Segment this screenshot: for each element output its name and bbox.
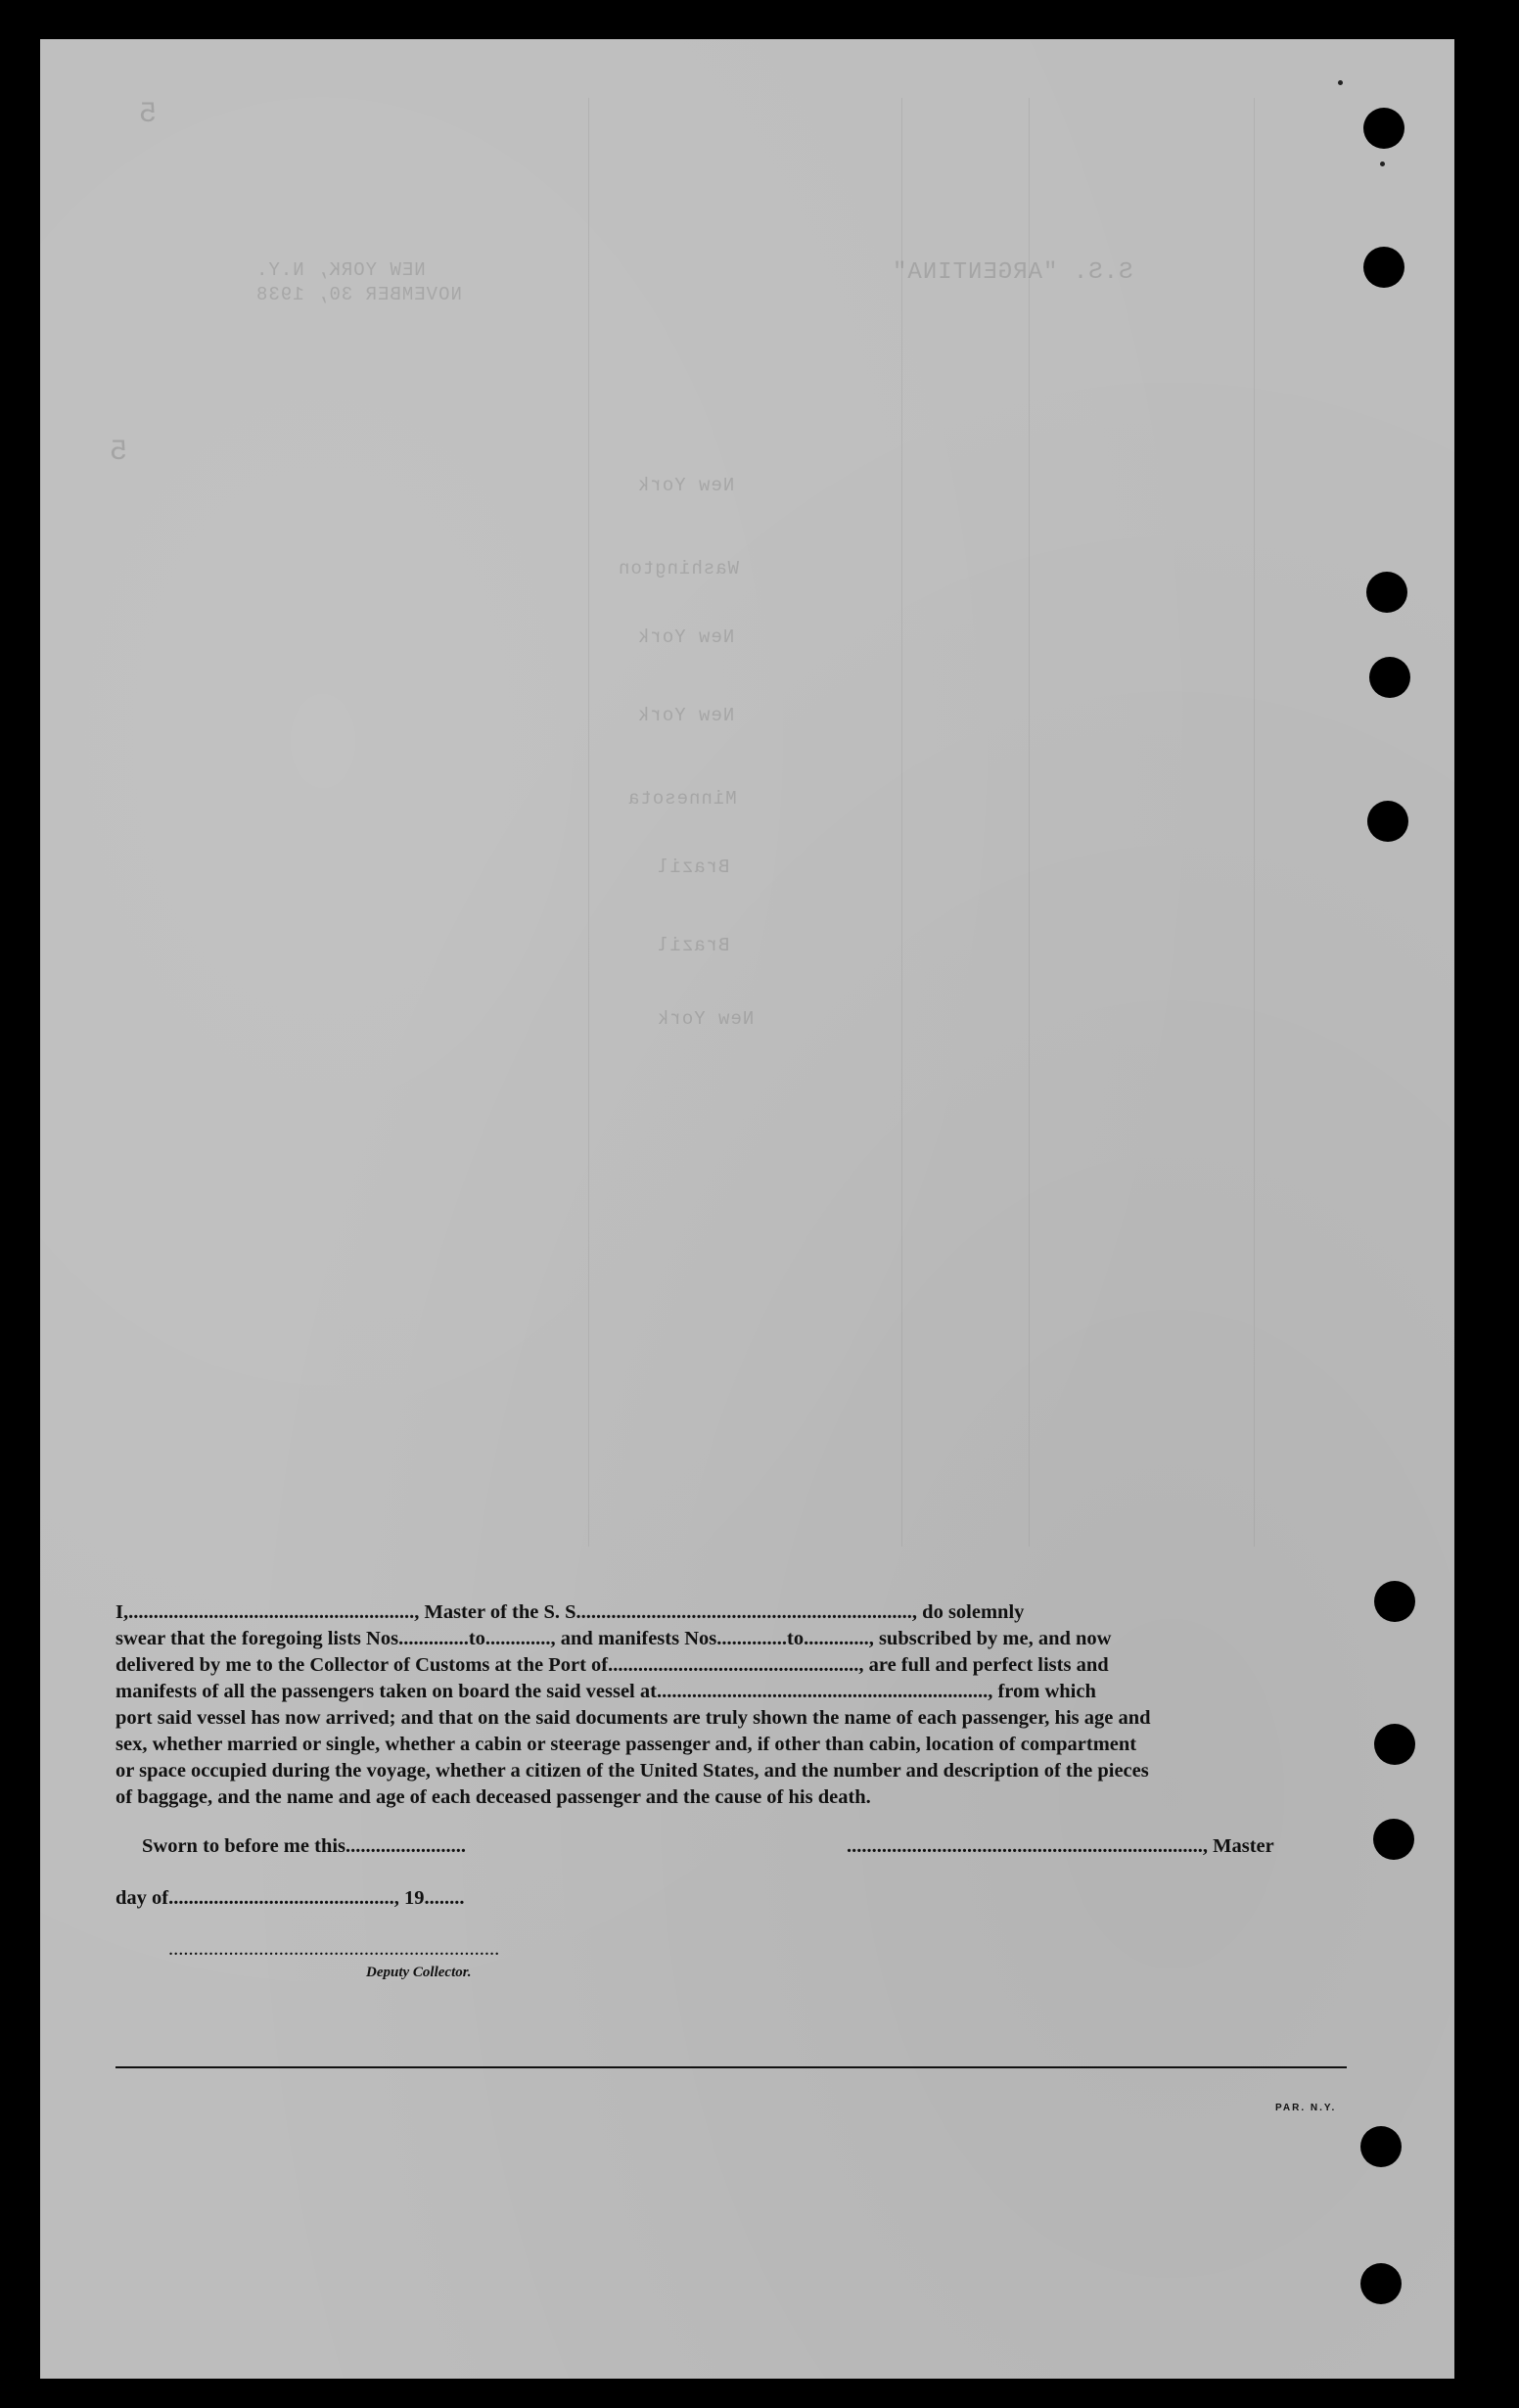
bleed-through-place: New York — [637, 705, 735, 726]
grid-line — [1254, 98, 1255, 1547]
deputy-collector-label: Deputy Collector. — [366, 1965, 472, 1980]
bleed-through-place: New York — [637, 626, 735, 648]
master-signature-line: ......................................................................., Master — [847, 1835, 1274, 1857]
deputy-signature-line: .................................................................. — [168, 1938, 500, 1960]
binder-hole — [1360, 2263, 1402, 2304]
document-page — [40, 39, 1454, 2379]
speck — [1338, 80, 1343, 85]
bleed-through-date: NOVEMBER 30, 1938 — [255, 284, 462, 305]
horizontal-rule — [115, 2066, 1347, 2068]
bleed-through-place: New York — [657, 1008, 755, 1030]
sworn-label: Sworn to before me this........................ — [142, 1835, 467, 1857]
day-of-line: day of............................................., 19........ — [115, 1887, 465, 1909]
grid-line — [588, 98, 589, 1547]
oath-line: sex, whether married or single, whether a cabin or steerage passenger and, if other than cabin, location of compartment — [115, 1734, 1137, 1755]
binder-hole — [1367, 801, 1408, 842]
binder-hole — [1366, 572, 1407, 613]
oath-line: delivered by me to the Collector of Customs at the Port of.................................................., are full and perfect lists and — [115, 1654, 1109, 1676]
binder-hole — [1374, 1724, 1415, 1765]
binder-hole — [1374, 1581, 1415, 1622]
bleed-through-place: Brazil — [657, 935, 730, 956]
oath-line: of baggage, and the name and age of each deceased passenger and the cause of his death. — [115, 1786, 871, 1808]
binder-hole — [1363, 108, 1404, 149]
binder-hole — [1373, 1819, 1414, 1860]
oath-line: I,........................................................., Master of the S. S..................................................................., do solemnly — [115, 1601, 1025, 1623]
bleed-through-place: Brazil — [657, 857, 730, 878]
oath-line: swear that the foregoing lists Nos..............to............., and manifests Nos..............to............., subscribed by me, and now — [115, 1628, 1112, 1649]
grid-line — [1029, 98, 1030, 1547]
oath-line: port said vessel has now arrived; and that on the said documents are truly shown the name of each passenger, his age and — [115, 1707, 1151, 1729]
binder-hole — [1360, 2126, 1402, 2167]
binder-hole — [1363, 247, 1404, 288]
oath-line: or space occupied during the voyage, whether a citizen of the United States, and the number and description of the pieces — [115, 1760, 1149, 1782]
page-number: 5 — [138, 98, 158, 131]
bleed-through-place: New York — [637, 475, 735, 496]
page-number-ghost: 5 — [109, 436, 128, 469]
master-oath — [115, 1599, 1355, 1811]
printer-mark: PAR. N.Y. — [1275, 2103, 1337, 2113]
bleed-through-place: Washington — [618, 558, 740, 579]
bleed-through-place: Minnesota — [627, 788, 737, 810]
bleed-through-port: NEW YORK, N.Y. — [255, 259, 426, 281]
grid-line — [901, 98, 902, 1547]
speck — [1380, 162, 1385, 166]
oath-line: manifests of all the passengers taken on board the said vessel at.................................................................., from which — [115, 1681, 1096, 1702]
bleed-through-ship-name: S.S. "ARGENTINA" — [892, 259, 1133, 286]
binder-hole — [1369, 657, 1410, 698]
